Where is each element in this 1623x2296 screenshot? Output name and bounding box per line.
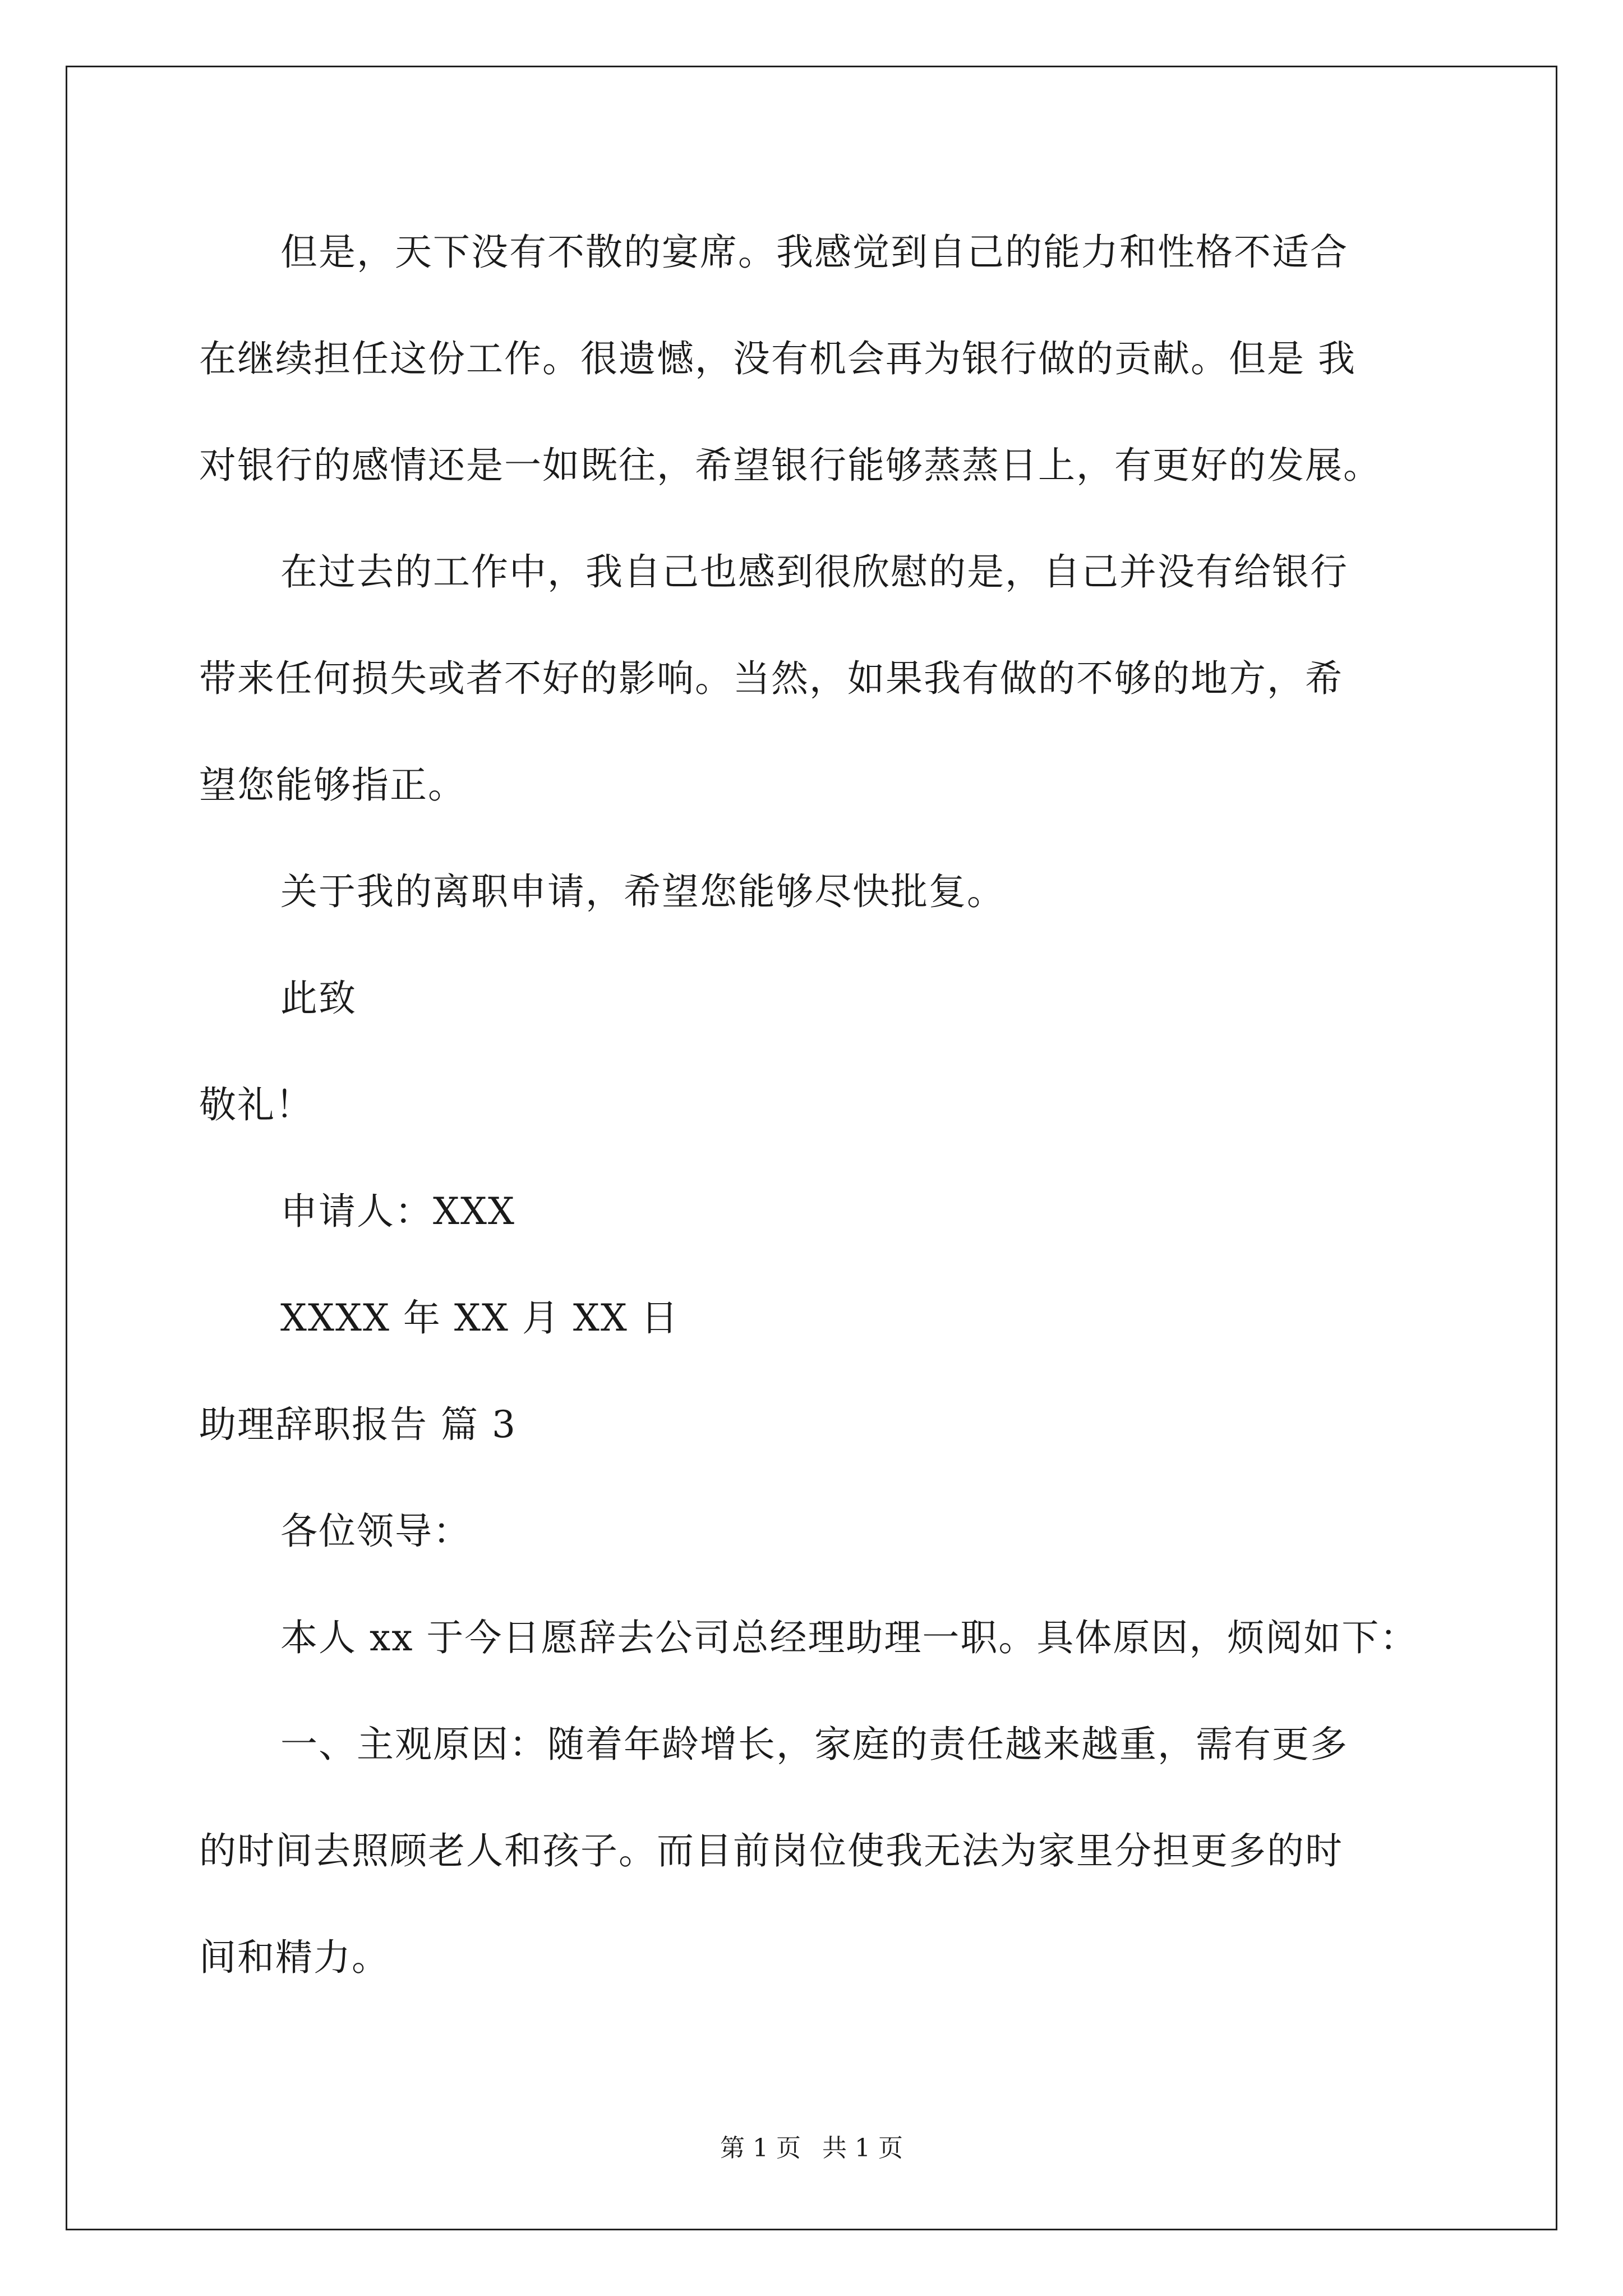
page-number: 第 1 页: [720, 2134, 801, 2162]
section-heading: 助理辞职报告 篇 3: [199, 1403, 517, 1446]
paragraph-line: 一、主观原因：随着年龄增长，家庭的责任越来越重，需有更多: [280, 1723, 1348, 1766]
greeting-line: 各位领导：: [280, 1510, 471, 1553]
page-total: 共 1 页: [822, 2134, 903, 2162]
salutation-line: 敬礼！: [199, 1083, 313, 1126]
applicant-line: 申请人：XXX: [280, 1190, 515, 1233]
paragraph-line: 在继续担任这份工作。很遗憾，没有机会再为银行做的贡献。但是 我: [199, 337, 1356, 380]
page-border: [66, 66, 1557, 2230]
paragraph-line: 但是，天下没有不散的宴席。我感觉到自己的能力和性格不适合: [280, 231, 1348, 274]
paragraph-line: 对银行的感情还是一如既往，希望银行能够蒸蒸日上，有更好的发展。: [199, 444, 1381, 487]
date-line: XXXX 年 XX 月 XX 日: [280, 1296, 679, 1340]
closing-line: 此致: [280, 977, 357, 1020]
paragraph-line: 望您能够指正。: [199, 763, 466, 807]
paragraph-line: 间和精力。: [199, 1936, 390, 1979]
paragraph-line: 本人 xx 于今日愿辞去公司总经理助理一职。具体原因，烦阅如下：: [280, 1616, 1418, 1659]
page-footer: [0, 2132, 1623, 2165]
paragraph-line: 带来任何损失或者不好的影响。当然，如果我有做的不够的地方，希: [199, 657, 1343, 700]
paragraph-line: 在过去的工作中，我自己也感到很欣慰的是，自己并没有给银行: [280, 550, 1348, 593]
paragraph-line: 关于我的离职申请，希望您能够尽快批复。: [280, 870, 1005, 913]
paragraph-line: 的时间去照顾老人和孩子。而目前岗位使我无法为家里分担更多的时: [199, 1829, 1343, 1872]
